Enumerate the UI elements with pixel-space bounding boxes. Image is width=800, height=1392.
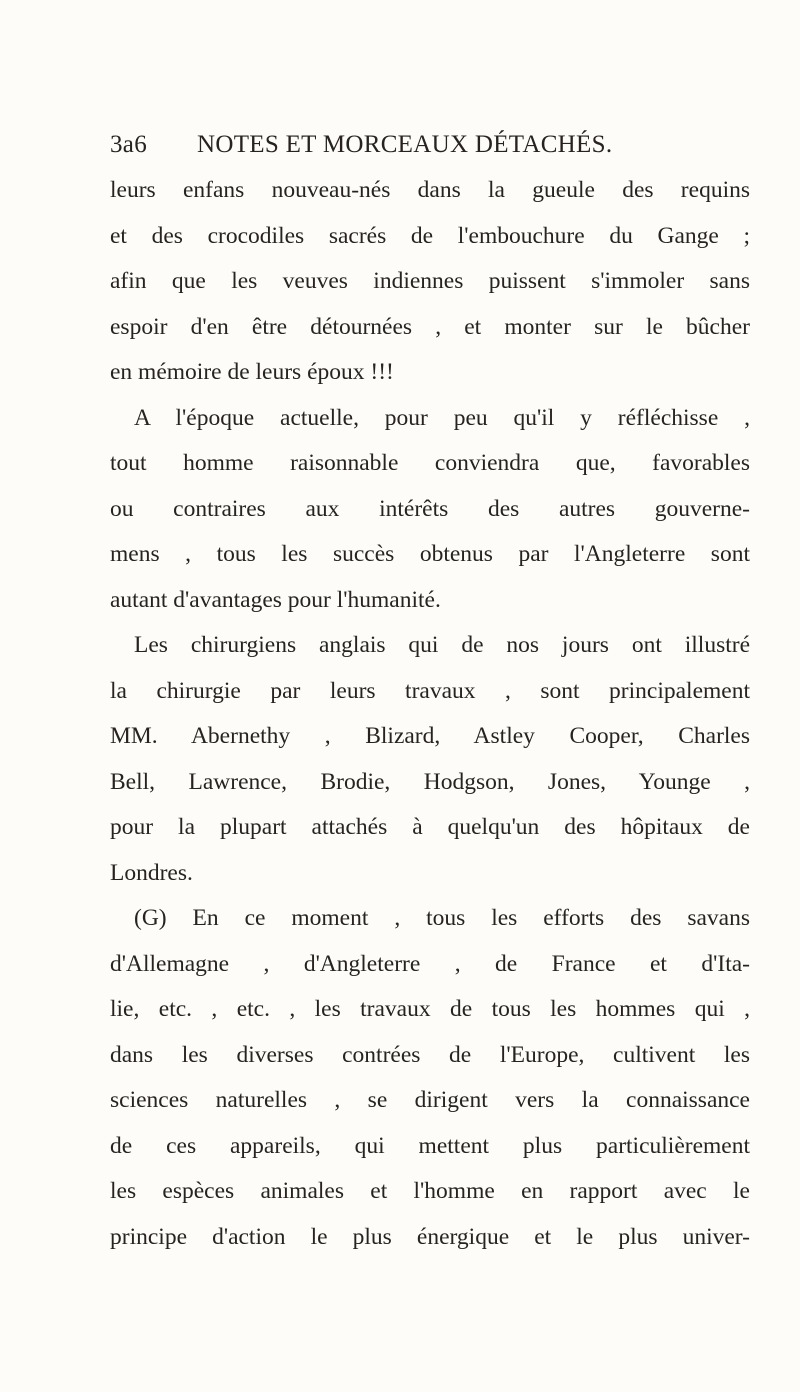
text-line: et des crocodiles sacrés de l'embouchure du Gange ; [110, 222, 750, 249]
text-line: lie, etc. , etc. , les travaux de tous les hommes qui , [110, 996, 750, 1022]
text-line: les espèces animales et l'homme en rapport avec le [110, 1178, 750, 1204]
running-title: NOTES ET MORCEAUX DÉTACHÉS. [197, 131, 613, 158]
text-line: Bell, Lawrence, Brodie, Hodgson, Jones, Younge , [110, 768, 750, 795]
text-line: Londres. [110, 859, 193, 886]
text-line: ou contraires aux intérêts des autres gouverne- [110, 495, 750, 522]
text-line: dans les diverses contrées de l'Europe, cultivent les [110, 1041, 750, 1068]
text-line: tout homme raisonnable conviendra que, favorables [110, 450, 750, 476]
text-line: espoir d'en être détournées , et monter sur le bûcher [110, 313, 750, 340]
text-line: la chirurgie par leurs travaux , sont principalement [110, 677, 750, 704]
text-line: sciences naturelles , se dirigent vers la connaissance [110, 1087, 750, 1113]
text-line: afin que les veuves indiennes puissent s'immoler sans [110, 268, 750, 294]
text-line: autant d'avantages pour l'humanité. [110, 586, 441, 613]
text-line: A l'époque actuelle, pour peu qu'il y réfléchisse , [134, 404, 750, 431]
body-text [110, 168, 750, 1260]
text-line: mens , tous les succès obtenus par l'Angleterre sont [110, 541, 750, 567]
running-head [110, 131, 750, 165]
page-number: 3a6 [110, 131, 147, 158]
text-line: en mémoire de leurs époux !!! [110, 359, 394, 385]
text-line: pour la plupart attachés à quelqu'un des hôpitaux de [110, 814, 750, 840]
text-line: MM. Abernethy , Blizard, Astley Cooper, Charles [110, 723, 750, 749]
text-line: d'Allemagne , d'Angleterre , de France et d'Ita- [110, 950, 750, 977]
text-line: (G) En ce moment , tous les efforts des savans [134, 905, 750, 931]
text-line: leurs enfans nouveau-nés dans la gueule des requins [110, 177, 750, 203]
text-line: Les chirurgiens anglais qui de nos jours ont illustré [134, 632, 750, 658]
text-line: de ces appareils, qui mettent plus particulièrement [110, 1132, 750, 1159]
text-line: principe d'action le plus énergique et le plus univer- [110, 1223, 750, 1250]
